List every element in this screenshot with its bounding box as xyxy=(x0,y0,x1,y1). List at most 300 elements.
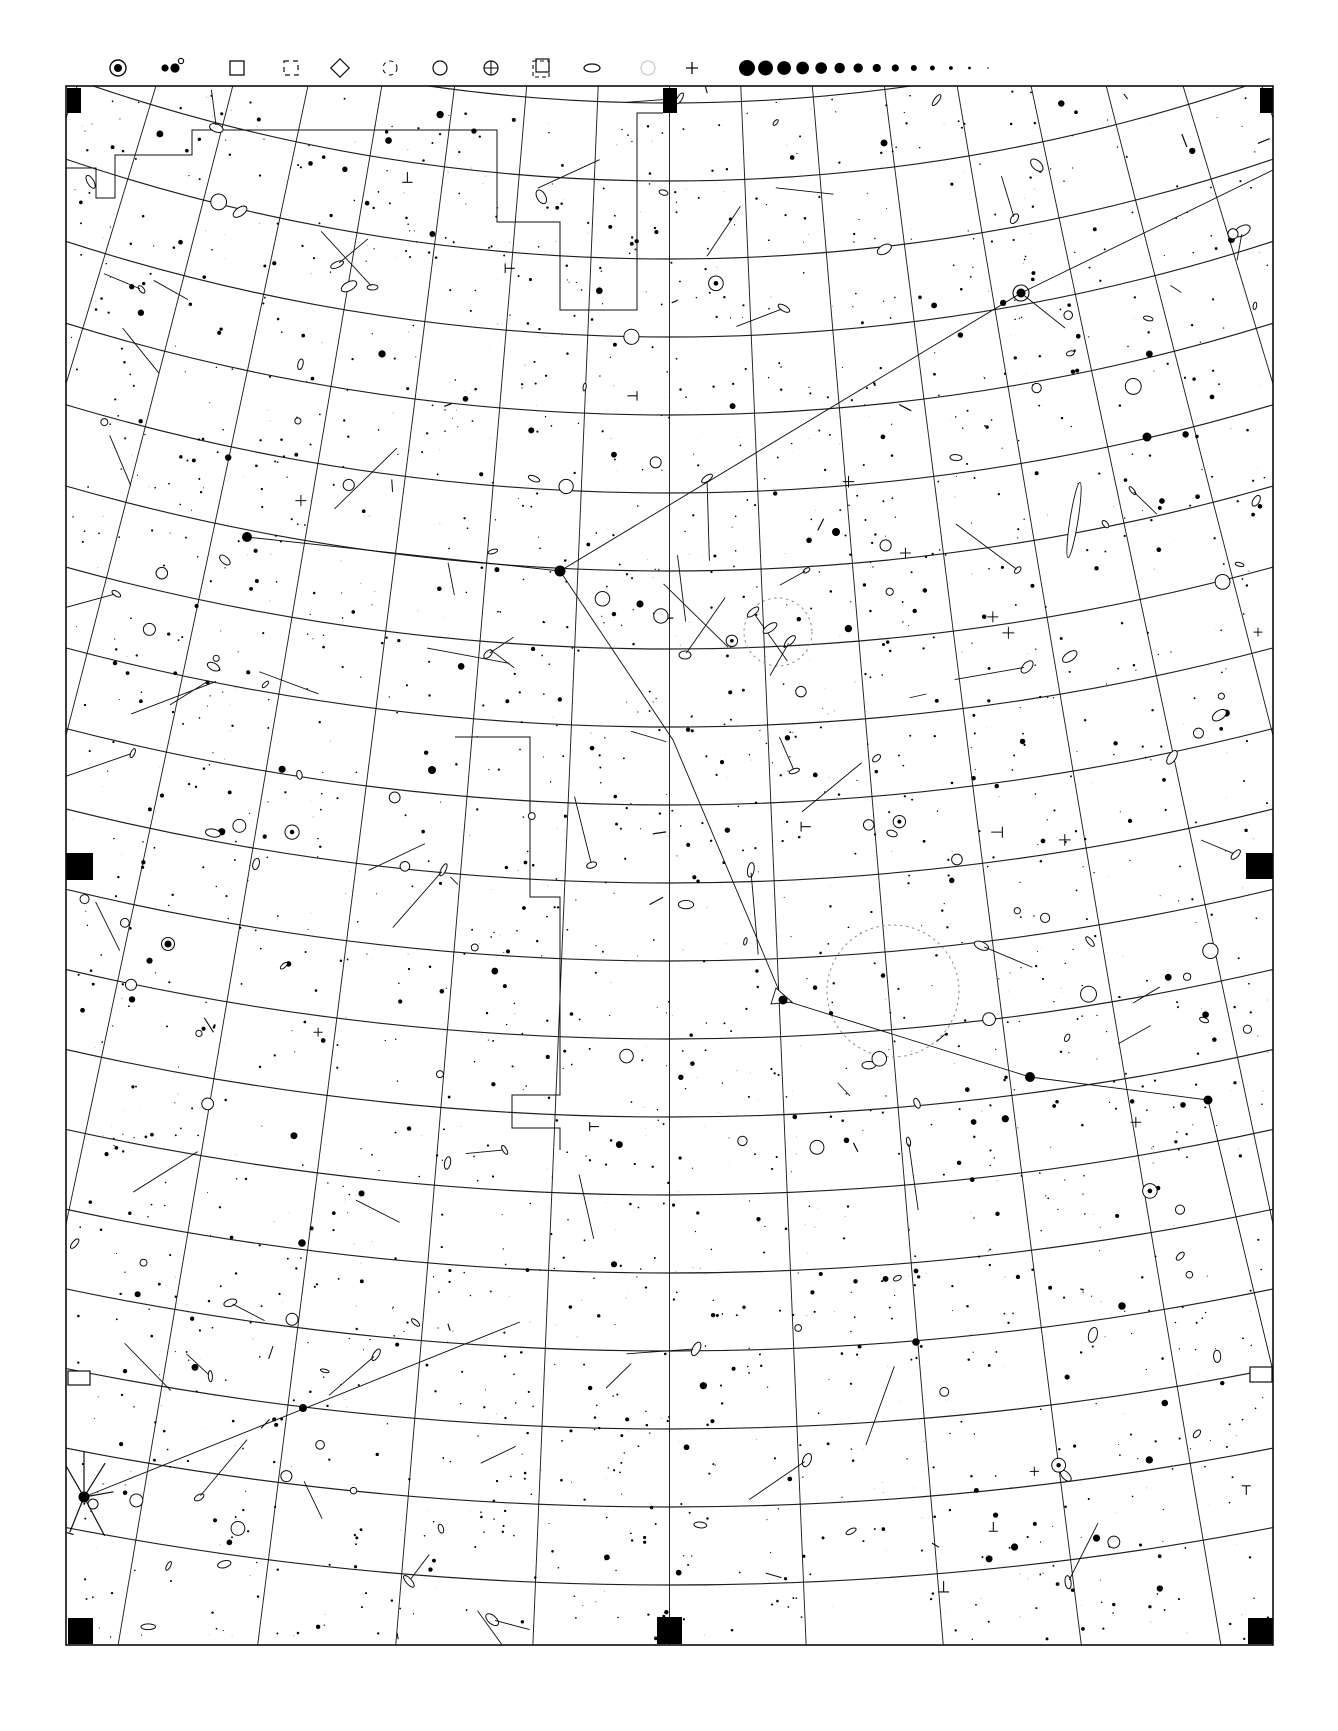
star-dot xyxy=(1223,327,1224,328)
star-dot xyxy=(207,706,208,707)
galaxy-outline xyxy=(1253,302,1258,310)
star-dot xyxy=(654,227,656,229)
star-dot xyxy=(600,782,602,784)
star-dot xyxy=(1186,1156,1188,1158)
legend-diamond-marker-icon xyxy=(331,59,349,77)
star-dot xyxy=(312,638,313,639)
faint-star xyxy=(643,1107,644,1108)
star-dot xyxy=(1020,967,1021,968)
star-dot xyxy=(948,874,950,876)
star-dot xyxy=(185,371,186,372)
star-dot xyxy=(749,754,750,755)
star-dot xyxy=(474,1546,476,1548)
star-dot xyxy=(791,443,792,444)
double-star-b xyxy=(630,242,634,246)
galaxy-outline xyxy=(527,474,540,483)
star-dot xyxy=(755,197,757,199)
star-dot xyxy=(791,1171,792,1172)
faint-star xyxy=(863,1448,864,1449)
star-dot xyxy=(696,297,697,298)
spiked-star-core xyxy=(79,1492,90,1503)
star-dot xyxy=(987,699,990,702)
star-dot xyxy=(1011,769,1013,771)
pointer-line xyxy=(321,231,371,285)
star-dot xyxy=(1159,498,1165,504)
star-dot xyxy=(1112,1612,1114,1614)
star-dot xyxy=(722,1313,724,1315)
star-dot xyxy=(710,840,712,842)
star-dot xyxy=(655,1523,657,1525)
faint-star xyxy=(1134,319,1135,320)
star-dot xyxy=(1130,1099,1135,1104)
registration-mark xyxy=(67,88,81,113)
faint-star xyxy=(259,223,260,224)
star-dot xyxy=(588,1386,592,1390)
star-dot xyxy=(385,130,388,133)
star-dot xyxy=(1069,671,1071,673)
star-dot xyxy=(396,712,398,714)
star-dot xyxy=(474,1061,476,1063)
star-dot xyxy=(575,1617,577,1619)
star-dot xyxy=(657,1007,658,1008)
star-dot xyxy=(766,1519,767,1520)
star-dot xyxy=(245,1491,246,1492)
double-star-a xyxy=(1075,369,1079,373)
star-dot xyxy=(174,1102,175,1103)
star-dot xyxy=(809,392,811,394)
star-dot xyxy=(83,1503,85,1505)
star-dot xyxy=(280,438,283,441)
star-dot xyxy=(88,192,90,194)
star-dot xyxy=(890,317,892,319)
star-dot xyxy=(1039,696,1041,698)
open-circle xyxy=(281,1471,292,1482)
pointer-line xyxy=(749,1462,805,1500)
faint-star xyxy=(224,759,225,760)
faint-star xyxy=(270,420,271,421)
star-dot xyxy=(432,1559,436,1563)
star-dot xyxy=(90,969,93,972)
star-dot xyxy=(619,1471,621,1473)
faint-star xyxy=(576,1336,577,1337)
star-dot xyxy=(76,626,77,627)
star-dot xyxy=(1038,405,1040,407)
star-dot xyxy=(974,1433,975,1434)
faint-star xyxy=(72,819,73,820)
star-dot xyxy=(136,654,138,656)
star-dot xyxy=(1010,972,1011,973)
star-dot xyxy=(1092,1345,1094,1347)
star-dot xyxy=(195,786,197,788)
star-dot xyxy=(85,911,86,912)
galaxy-ellipse xyxy=(41,589,122,614)
star-dot xyxy=(1082,1194,1083,1195)
pointer-line xyxy=(369,844,425,871)
t-glyph xyxy=(505,263,515,273)
faint-star xyxy=(809,660,810,661)
star-dot xyxy=(661,415,662,416)
star-dot xyxy=(261,1305,263,1307)
star-dot xyxy=(730,1030,732,1032)
star-dot xyxy=(119,1442,123,1446)
star-dot xyxy=(654,1257,656,1259)
star-dot xyxy=(995,784,999,788)
star-dot xyxy=(555,206,559,210)
star-dot xyxy=(713,554,716,557)
star-dot xyxy=(733,566,735,568)
star-dot xyxy=(538,537,539,538)
galaxy-ellipse xyxy=(912,1097,921,1109)
star-dot xyxy=(689,1512,691,1514)
star-dot xyxy=(724,723,726,725)
star-dot xyxy=(944,903,945,904)
star-dot xyxy=(458,151,460,153)
faint-star xyxy=(954,1063,955,1064)
star-dot xyxy=(827,396,829,398)
star-dot xyxy=(975,1604,977,1606)
star-dot xyxy=(576,282,577,283)
star-dot xyxy=(818,196,820,198)
star-dot xyxy=(316,1625,320,1629)
star-dot xyxy=(586,543,590,547)
pointer-line xyxy=(776,188,834,194)
faint-star xyxy=(887,1550,888,1551)
star-dot xyxy=(429,965,432,968)
star-dot xyxy=(328,1459,330,1461)
star-dot xyxy=(604,737,605,738)
bright-star xyxy=(242,532,252,542)
star-dot xyxy=(1014,299,1015,300)
faint-star xyxy=(736,1115,737,1116)
star-dot xyxy=(991,419,993,421)
galaxy-ellipse xyxy=(1028,157,1045,174)
star-dot xyxy=(488,769,489,770)
star-dot xyxy=(406,1321,408,1323)
open-circle xyxy=(140,1259,147,1266)
star-dot xyxy=(579,1018,581,1020)
star-dot xyxy=(539,1269,541,1271)
star-dot xyxy=(72,516,73,517)
constellation-lines xyxy=(84,170,1273,1497)
star-dot xyxy=(116,1318,118,1320)
star-dot xyxy=(661,303,663,305)
star-dot xyxy=(180,1128,182,1130)
star-dot xyxy=(1139,1543,1142,1546)
star-dot xyxy=(294,453,298,457)
pointer-line xyxy=(131,681,216,714)
star-dot xyxy=(1251,1345,1252,1346)
star-dot xyxy=(1104,248,1106,250)
faint-star xyxy=(186,1304,187,1305)
star-dot xyxy=(142,282,145,285)
star-dot xyxy=(693,454,694,455)
star-dot xyxy=(114,638,115,639)
star-dot xyxy=(421,830,425,834)
star-dot xyxy=(921,1549,923,1551)
star-dot xyxy=(291,1030,292,1031)
pointer-line xyxy=(186,1354,208,1375)
star-dot xyxy=(1165,974,1172,981)
star-dot xyxy=(119,699,120,700)
faint-star xyxy=(524,364,525,365)
star-dot xyxy=(1253,179,1254,180)
star-dot xyxy=(602,430,604,432)
pointer-line xyxy=(984,947,1032,967)
star-dot xyxy=(709,292,711,294)
faint-star xyxy=(82,126,83,127)
star-dot xyxy=(538,328,540,330)
faint-star xyxy=(124,1110,125,1111)
star-dot xyxy=(291,518,293,520)
star-dot xyxy=(1216,1125,1217,1126)
star-dot xyxy=(242,1448,244,1450)
star-dot xyxy=(142,841,143,842)
star-dot xyxy=(113,1138,115,1140)
star-dot xyxy=(578,423,579,424)
star-dot xyxy=(310,444,312,446)
star-dot xyxy=(304,1021,307,1024)
faint-star xyxy=(1030,233,1031,234)
star-dot xyxy=(502,1214,503,1215)
faint-star xyxy=(651,124,652,125)
star-dot xyxy=(321,793,323,795)
open-circle xyxy=(316,1440,325,1449)
star-dot xyxy=(435,256,438,259)
star-dot xyxy=(1213,537,1215,539)
circled-dot xyxy=(1052,1458,1066,1472)
star-dot xyxy=(89,750,91,752)
star-dot xyxy=(1096,1058,1097,1059)
star-dot xyxy=(795,736,797,738)
galaxy-ellipse xyxy=(1064,1523,1098,1589)
galaxy-ellipse xyxy=(772,119,779,127)
star-dot xyxy=(394,1257,396,1259)
star-dot xyxy=(979,163,981,165)
double-star-a xyxy=(643,1536,646,1539)
faint-star xyxy=(1109,1443,1110,1444)
pointer-line xyxy=(211,90,216,126)
star-dot xyxy=(235,1272,237,1274)
star-dot xyxy=(1113,754,1114,755)
star-dot xyxy=(1156,547,1161,552)
star-dot xyxy=(167,632,170,635)
star-dot xyxy=(885,104,887,106)
galaxy-outline xyxy=(482,648,494,659)
star-dot xyxy=(1220,1381,1224,1385)
star-dot xyxy=(1215,247,1218,250)
galaxy-ellipse xyxy=(749,1452,813,1500)
open-circle xyxy=(1032,383,1041,392)
star-dot xyxy=(994,213,996,215)
star-dot xyxy=(411,885,413,887)
star-dot xyxy=(273,1461,275,1463)
star-dot xyxy=(480,1516,483,1519)
star-dot xyxy=(202,866,204,868)
star-dot xyxy=(323,1376,324,1377)
star-dot xyxy=(686,843,690,847)
star-dot xyxy=(563,1257,565,1259)
star-dot xyxy=(1017,528,1019,530)
registration-mark xyxy=(1246,853,1273,879)
faint-star xyxy=(460,1126,461,1127)
open-circle xyxy=(156,567,168,579)
star-dot xyxy=(862,1130,863,1131)
star-dot xyxy=(187,1460,189,1462)
boundary-step-line xyxy=(66,113,663,310)
star-dot xyxy=(131,1085,134,1088)
star-dot xyxy=(554,1268,555,1269)
star-dot xyxy=(710,606,712,608)
star-dot xyxy=(453,1331,454,1332)
star-dot xyxy=(113,661,117,665)
star-dot xyxy=(655,569,656,570)
star-dot xyxy=(516,930,518,932)
star-dot xyxy=(247,880,248,881)
star-dot xyxy=(1150,519,1152,521)
faint-star xyxy=(565,1349,566,1350)
star-dot xyxy=(1186,211,1188,213)
star-dot xyxy=(842,367,843,368)
star-dot xyxy=(431,142,433,144)
faint-star xyxy=(408,331,409,332)
star-dot xyxy=(596,1404,598,1406)
star-dot xyxy=(1226,1446,1228,1448)
star-dot xyxy=(638,1207,640,1209)
galaxy-ellipse xyxy=(1253,302,1258,310)
star-dot xyxy=(581,289,583,291)
faint-star xyxy=(727,777,728,778)
star-dot xyxy=(84,530,86,532)
star-dot xyxy=(151,529,153,531)
star-dot xyxy=(645,1286,647,1288)
legend-bright-nebula-icon xyxy=(433,61,447,75)
t-glyph xyxy=(627,391,637,401)
star-dot xyxy=(111,1592,113,1594)
star-dot xyxy=(304,524,306,526)
faint-star xyxy=(325,1614,326,1615)
faint-star xyxy=(900,1401,901,1402)
faint-star xyxy=(1208,1504,1209,1505)
faint-star xyxy=(1010,335,1011,336)
faint-star xyxy=(151,398,152,399)
star-dot xyxy=(554,1364,555,1365)
star-dot xyxy=(1016,1275,1020,1279)
star-dot xyxy=(910,1359,912,1361)
star-dot xyxy=(911,238,912,239)
star-dot xyxy=(1045,1195,1046,1196)
star-dot xyxy=(1178,1149,1180,1151)
star-dot xyxy=(971,1119,977,1125)
star-dot xyxy=(973,238,974,239)
star-dot xyxy=(676,211,678,213)
star-dot xyxy=(1243,1638,1245,1640)
galaxy-outline xyxy=(1019,659,1035,676)
star-dot xyxy=(250,1321,252,1323)
star-dot xyxy=(343,466,345,468)
star-dot xyxy=(780,366,782,368)
star-dot xyxy=(589,1159,591,1161)
star-dot xyxy=(479,135,481,137)
star-dot xyxy=(542,621,544,623)
star-dot xyxy=(814,1311,816,1313)
faint-star xyxy=(696,1077,697,1078)
star-dot xyxy=(1223,563,1225,565)
star-dot xyxy=(870,562,871,563)
star-dot xyxy=(1141,1276,1143,1278)
star-dot xyxy=(1155,1440,1157,1442)
star-dot xyxy=(332,1229,334,1231)
star-dot xyxy=(77,1361,79,1363)
galaxy-ellipse xyxy=(931,93,943,106)
faint-star xyxy=(885,999,886,1000)
star-dot xyxy=(1088,1498,1090,1500)
star-dot xyxy=(405,217,408,220)
star-dot xyxy=(546,1055,550,1059)
star-dot xyxy=(604,1554,610,1560)
star-dot xyxy=(1250,187,1252,189)
tick-mark xyxy=(1124,94,1128,99)
circle-dashed xyxy=(383,61,397,75)
galaxy-outline xyxy=(438,863,448,877)
faint-star xyxy=(516,1119,517,1120)
star-dot xyxy=(1072,135,1073,136)
star-dot xyxy=(546,1020,548,1022)
faint-star xyxy=(1133,1160,1134,1161)
star-dot xyxy=(902,601,904,603)
tick-mark xyxy=(1182,134,1187,147)
star-dot xyxy=(1004,1076,1007,1079)
faint-star xyxy=(408,954,409,955)
star-dot xyxy=(611,452,617,458)
star-dot xyxy=(1094,935,1096,937)
star-dot xyxy=(182,723,184,725)
star-dot xyxy=(988,667,991,670)
star-dot xyxy=(882,1527,886,1531)
star-dot xyxy=(1135,669,1136,670)
star-dot xyxy=(1040,1541,1041,1542)
faint-star xyxy=(792,452,793,453)
star-dot xyxy=(428,694,430,696)
star-dot xyxy=(867,193,868,194)
star-dot xyxy=(974,732,976,734)
star-dot xyxy=(173,246,176,249)
faint-star xyxy=(626,1297,627,1298)
star-dot xyxy=(562,755,564,757)
star-dot xyxy=(1115,1108,1117,1110)
star-dot xyxy=(1142,745,1144,747)
star-dot xyxy=(385,137,392,144)
star-dot xyxy=(1048,1286,1052,1290)
star-dot xyxy=(106,263,107,264)
star-dot xyxy=(122,983,124,985)
faint-star xyxy=(353,1484,354,1485)
star-dot xyxy=(124,1271,125,1272)
faint-star xyxy=(200,1359,201,1360)
star-dot xyxy=(871,542,873,544)
star-dot xyxy=(666,1065,667,1066)
star-dot xyxy=(923,840,926,843)
star-dot xyxy=(546,206,548,208)
star-dot xyxy=(521,383,523,385)
star-dot xyxy=(1204,1106,1206,1108)
star-dot xyxy=(1134,296,1136,298)
open-circle xyxy=(880,540,891,551)
tick-mark xyxy=(261,1419,270,1428)
star-dot xyxy=(261,488,263,490)
pointer-line xyxy=(606,1364,631,1389)
parallel-arc xyxy=(0,0,1338,337)
star-dot xyxy=(150,273,152,275)
